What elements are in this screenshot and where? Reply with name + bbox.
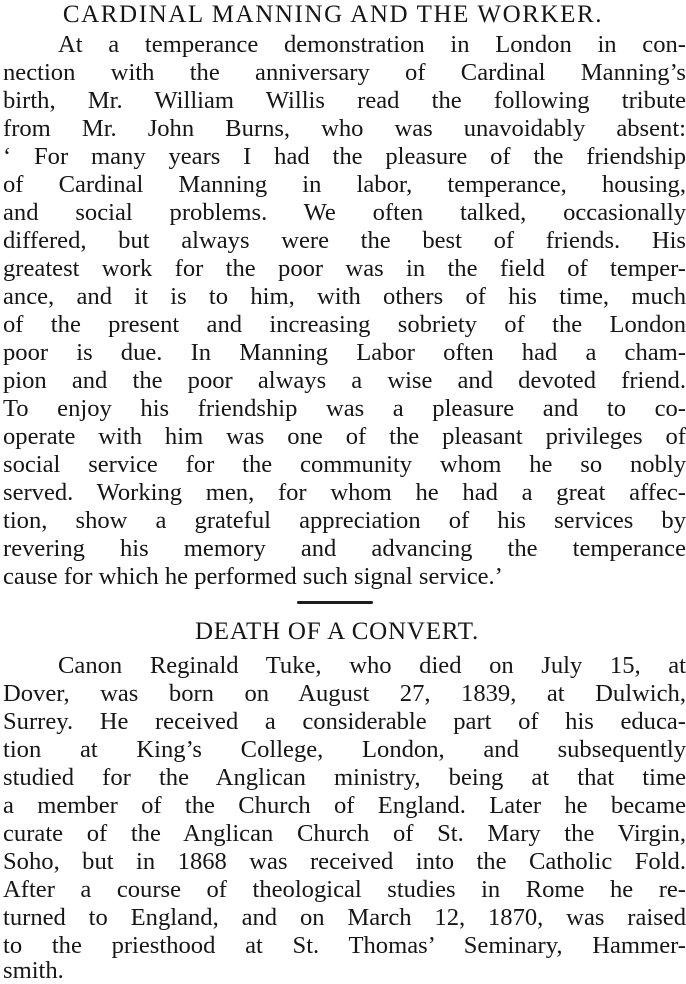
paragraph-line: After a course of theological studies in Rome he re- (3, 876, 686, 903)
article-title-cardinal-manning: CARDINAL MANNING AND THE WORKER. (62, 1, 604, 28)
paragraph-line: curate of the Anglican Church of St. Mary the Virgin, (3, 820, 686, 847)
paragraph-line: and social problems. We often talked, occasionally (3, 199, 686, 226)
paragraph-line: a member of the Church of England. Later he became (3, 792, 686, 819)
paragraph-line: nection with the anniversary of Cardinal Manning’s (3, 59, 686, 86)
paragraph-line: poor is due. In Manning Labor often had a cham- (3, 339, 686, 366)
paragraph-line: tion at King’s College, London, and subsequently (3, 736, 686, 763)
paragraph-line: served. Working men, for whom he had a great affec- (3, 479, 686, 506)
paragraph-line: Surrey. He received a considerable part of his educa- (3, 708, 686, 735)
paragraph-line: Soho, but in 1868 was received into the Catholic Fold. (3, 848, 686, 875)
paragraph-line: greatest work for the poor was in the field of temper- (3, 255, 686, 282)
paragraph-line: At a temperance demonstration in London in con- (58, 31, 686, 58)
section-divider-rule (297, 601, 373, 604)
paragraph-line: operate with him was one of the pleasant privileges of (3, 423, 686, 450)
paragraph-line: birth, Mr. William Willis read the following tribute (3, 87, 686, 114)
paragraph-line: to the priesthood at St. Thomas’ Seminary, Hammer- (3, 932, 686, 959)
paragraph-line: ‘ For many years I had the pleasure of the friendship (3, 143, 686, 170)
paragraph-line: studied for the Anglican ministry, being at that time (3, 764, 686, 791)
paragraph-line: To enjoy his friendship was a pleasure and to co- (3, 395, 686, 422)
paragraph-line: of Cardinal Manning in labor, temperance, housing, (3, 171, 686, 198)
article-title-death-of-a-convert: DEATH OF A CONVERT. (194, 618, 480, 645)
paragraph-line: ance, and it is to him, with others of his time, much (3, 283, 686, 310)
paragraph-line: smith. (3, 957, 64, 984)
paragraph-line: of the present and increasing sobriety of the London (3, 311, 686, 338)
paragraph-line: turned to England, and on March 12, 1870, was raised (3, 904, 686, 931)
paragraph-line: tion, show a grateful appreciation of his services by (3, 507, 686, 534)
paragraph-line: from Mr. John Burns, who was unavoidably absent: (3, 115, 686, 142)
paragraph-line: differed, but always were the best of friends. His (3, 227, 686, 254)
paragraph-line: pion and the poor always a wise and devoted friend. (3, 367, 686, 394)
paragraph-line: Canon Reginald Tuke, who died on July 15, at (58, 652, 686, 679)
paragraph-line: social service for the community whom he so nobly (3, 451, 686, 478)
paragraph-line: Dover, was born on August 27, 1839, at Dulwich, (3, 680, 686, 707)
paragraph-line: revering his memory and advancing the temperance (3, 535, 686, 562)
paragraph-line: cause for which he performed such signal service.’ (3, 563, 503, 590)
